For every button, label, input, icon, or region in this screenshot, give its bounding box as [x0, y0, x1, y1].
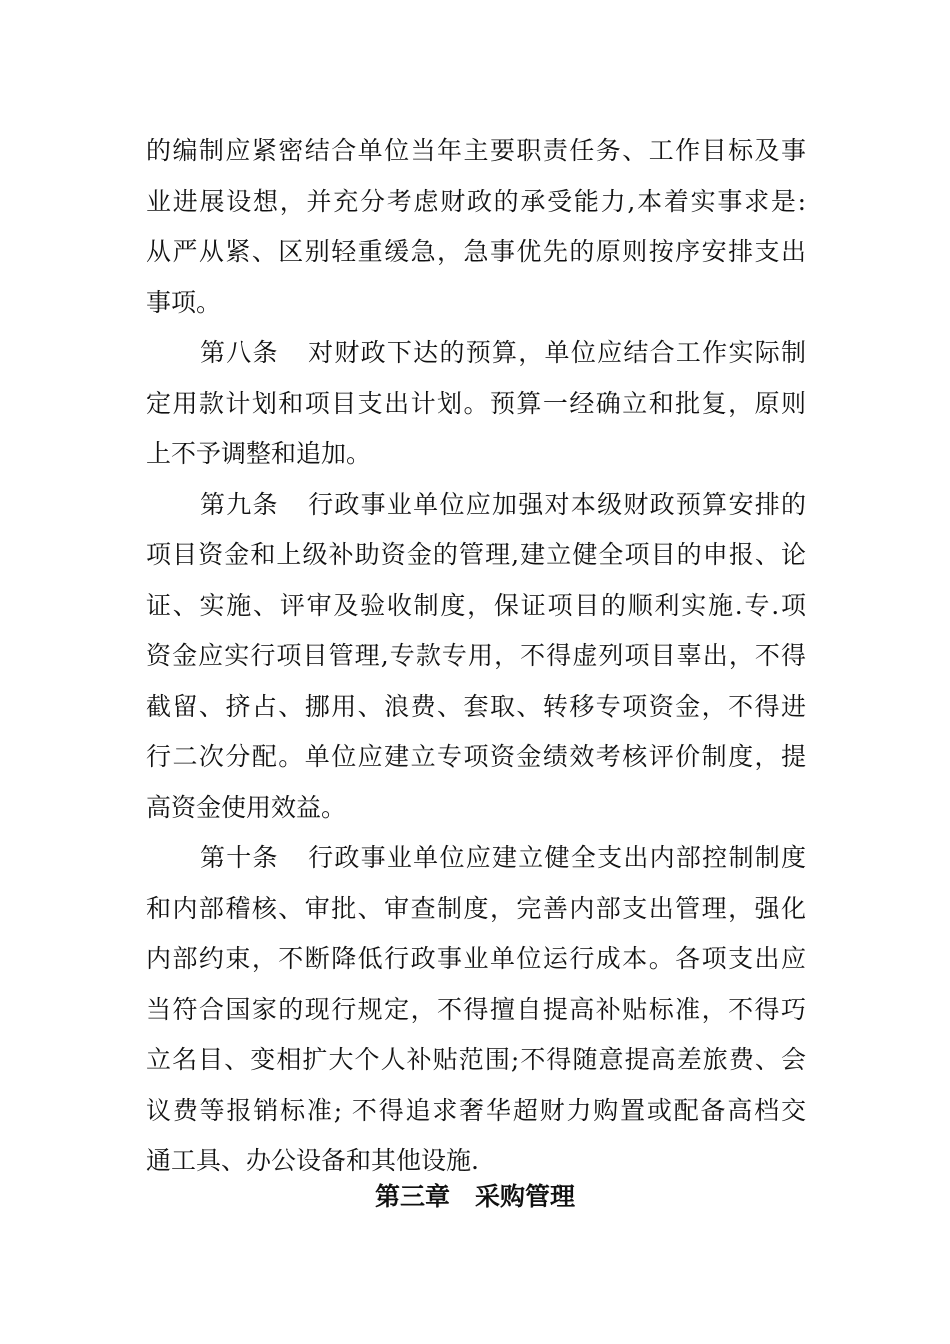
text-line: 高资金使用效益。 — [146, 792, 347, 822]
text-line-body: 行政事业单位应加强对本级财政预算安排的 — [306, 489, 806, 519]
text-line-body: 行政事业单位应建立健全支出内部控制制度 — [306, 843, 806, 872]
text-line: 议费等报销标准; 不得追求奢华超财力购置或配备高档交 — [146, 1095, 806, 1125]
text-line: 和内部稽核、审批、审查制度，完善内部支出管理，强化 — [146, 893, 806, 923]
text-line: 立名目、变相扩大个人补贴范围;不得随意提高差旅费、会 — [146, 1045, 806, 1074]
article-number: 第十条 — [200, 843, 279, 872]
article-number: 第九条 — [200, 489, 279, 519]
article-8-paragraph — [146, 328, 806, 480]
document-body — [146, 126, 806, 1187]
article-9-paragraph — [146, 480, 806, 834]
text-line-first — [146, 480, 806, 531]
text-line: 的编制应紧密结合单位当年主要职责任务、工作目标及事 — [146, 136, 806, 165]
text-line: 通工具、办公设备和其他设施. — [146, 1146, 479, 1175]
text-line-body: 对财政下达的预算，单位应结合工作实际制 — [306, 338, 806, 367]
text-line: 定用款计划和项目支出计划。预算一经确立和批复，原则 — [146, 388, 806, 418]
text-line: 内部约束，不断降低行政事业单位运行成本。各项支出应 — [146, 944, 806, 973]
article-10-paragraph — [146, 833, 806, 1187]
text-line: 资金应实行项目管理,专款专用，不得虚列项目辜出，不得 — [146, 641, 806, 670]
text-line-first — [146, 833, 806, 884]
text-line: 业进展设想，并充分考虑财政的承受能力,本着实事求是: — [146, 186, 806, 216]
paragraph-continuation — [146, 126, 806, 328]
text-line-first — [146, 328, 806, 379]
text-line: 当符合国家的现行规定，不得擅自提高补贴标准，不得巧 — [146, 994, 806, 1024]
chapter-title: 第三章 采购管理 — [374, 1182, 575, 1211]
text-line: 项目资金和上级补助资金的管理,建立健全项目的申报、论 — [146, 540, 806, 569]
text-line: 从严从紧、区别轻重缓急，急事优先的原则按序安排支出 — [146, 237, 806, 266]
text-line: 截留、挤占、挪用、浪费、套取、转移专项资金，不得进 — [146, 691, 806, 721]
article-number: 第八条 — [200, 338, 279, 367]
text-line: 上不予调整和追加。 — [146, 439, 372, 468]
text-line: 证、实施、评审及验收制度，保证项目的顺利实施.专.项 — [146, 590, 806, 620]
text-line: 行二次分配。单位应建立专项资金绩效考核评价制度，提 — [146, 742, 806, 771]
text-line: 事项。 — [146, 287, 222, 317]
